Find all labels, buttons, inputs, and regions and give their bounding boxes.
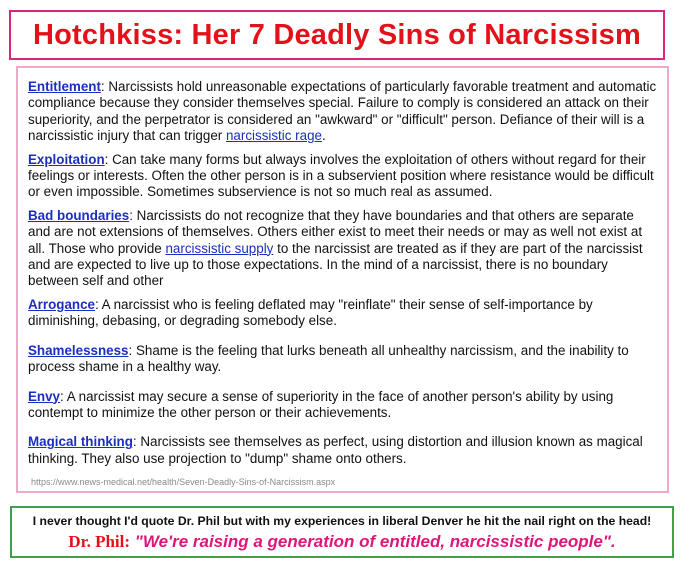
- list-item-bad-boundaries: [28, 208, 657, 290]
- entry-text: : Shame is the feeling that lurks beneath all unhealthy narcissism, and the inability to process shame in a healthy way.: [28, 342, 629, 375]
- quote-text: "We're raising a generation of entitled, narcissistic people".: [134, 532, 616, 551]
- list-item-entitlement: [28, 79, 657, 145]
- list-item-envy: [28, 389, 657, 422]
- entry-text-end: to the narcissist are treated as if they are part of the narcissist and are expected to live up to those expectations. In the mind of a narcissist, there is no boundary between self and other: [28, 240, 643, 289]
- entry-text: : Narcissists hold unreasonable expectations of particularly favorable treatment and automatic compliance because they consider themselves special. Failure to comply is considered an attack on their superiority, and the perpetrator is considered an "awkward" or "difficult" person. Defiance of their will is a narcissistic injury that can trigger: [28, 79, 657, 144]
- narcissistic-rage-link[interactable]: narcissistic rage: [225, 128, 322, 144]
- entry-text: : A narcissist who is feeling deflated may "reinflate" their sense of self-importance by diminishing, debasing, or degrading somebody else.: [28, 296, 593, 329]
- quote-line: [12, 532, 672, 552]
- term-link-shamelessness[interactable]: Shamelessness: [28, 342, 129, 358]
- entry-text: : A narcissist may secure a sense of superiority in the face of another person's ability by using contempt to minimize the other person or their achievements.: [28, 388, 614, 420]
- narcissistic-supply-link[interactable]: narcissistic supply: [165, 240, 274, 256]
- term-link-entitlement[interactable]: Entitlement: [28, 79, 101, 94]
- quote-speaker: Dr. Phil:: [68, 532, 131, 551]
- source-url: https://www.news-medical.net/health/Seven-Deadly-Sins-of-Narcissism.aspx: [31, 477, 336, 487]
- list-item-shamelessness: [28, 343, 657, 376]
- list-item-exploitation: [28, 152, 657, 201]
- list-item-magical-thinking: [28, 434, 657, 467]
- quote-intro: I never thought I'd quote Dr. Phil but with my experiences in liberal Denver he hit the nail right on the head!: [32, 514, 652, 528]
- entry-text-end: .: [321, 128, 326, 144]
- sins-list: [16, 66, 669, 493]
- entry-text: : Narcissists see themselves as perfect, using distortion and illusion known as magical thinking. They also use projection to "dump" shame onto others.: [28, 434, 643, 466]
- entry-text: : Narcissists do not recognize that they have boundaries and that others are separate and are not extensions of themselves. Others either exist to meet their needs or may as well not exist at all. Those who provide: [28, 207, 643, 256]
- title-banner: [9, 10, 665, 60]
- page-title: Hotchkiss: Her 7 Deadly Sins of Narcissism: [33, 18, 641, 51]
- term-link-exploitation[interactable]: Exploitation: [28, 151, 105, 167]
- term-link-bad-boundaries[interactable]: Bad boundaries: [28, 207, 130, 223]
- list-item-arrogance: [28, 297, 657, 330]
- term-link-envy[interactable]: Envy: [28, 388, 61, 404]
- quote-box: [10, 506, 674, 558]
- term-link-magical-thinking[interactable]: Magical thinking: [28, 434, 133, 450]
- entry-text: : Can take many forms but always involves the exploitation of others without regard for their feelings or interests. Often the other person is in a subservient position where resistance would be difficult or even impossible. Sometimes subservience is not so much real as assumed.: [28, 151, 654, 200]
- term-link-arrogance[interactable]: Arrogance: [28, 296, 95, 312]
